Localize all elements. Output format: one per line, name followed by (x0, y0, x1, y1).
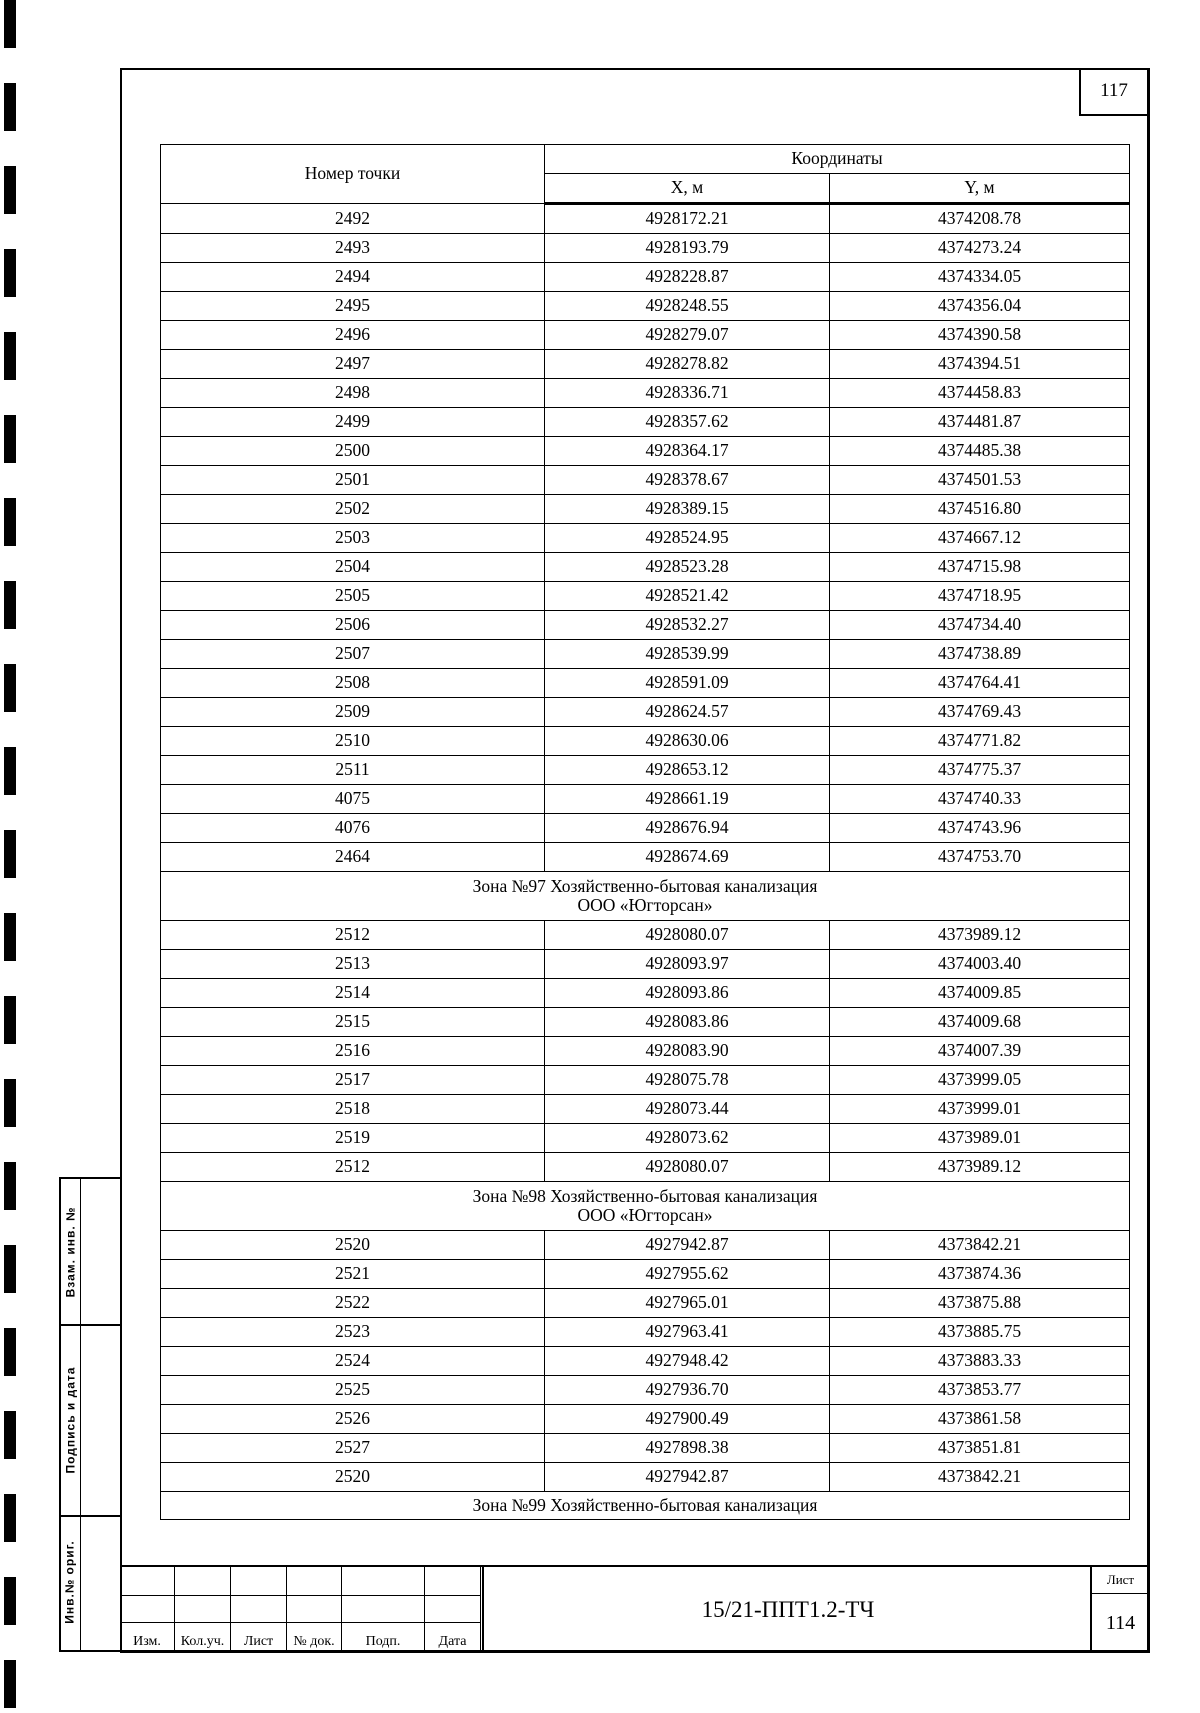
point-number: 2499 (161, 408, 545, 437)
signature-date-label: Подпись и дата (63, 1366, 78, 1473)
y-coordinate: 4374769.43 (830, 698, 1130, 727)
point-number: 2505 (161, 582, 545, 611)
title-block-cell (287, 1567, 342, 1596)
zone-name: Зона №99 Хозяйственно-бытовая канализация (472, 1494, 818, 1515)
table-row (161, 1153, 1130, 1182)
y-coordinate: 4373885.75 (830, 1318, 1130, 1347)
x-coordinate: 4928674.69 (545, 843, 830, 872)
x-coordinate: 4928093.97 (545, 950, 830, 979)
point-number: 4075 (161, 785, 545, 814)
point-number: 2520 (161, 1463, 545, 1492)
x-coordinate: 4927965.01 (545, 1289, 830, 1318)
table-row (161, 1405, 1130, 1434)
table-row (161, 785, 1130, 814)
table-row (161, 466, 1130, 495)
table-row (161, 950, 1130, 979)
y-coordinate: 4373874.36 (830, 1260, 1130, 1289)
table-row (161, 1260, 1130, 1289)
x-coordinate: 4928624.57 (545, 698, 830, 727)
point-number: 2496 (161, 321, 545, 350)
point-number: 2509 (161, 698, 545, 727)
y-coordinate: 4373989.12 (830, 921, 1130, 950)
table-row (161, 321, 1130, 350)
point-number: 2508 (161, 669, 545, 698)
point-number: 2510 (161, 727, 545, 756)
point-number: 2525 (161, 1376, 545, 1405)
y-coordinate: 4374516.80 (830, 495, 1130, 524)
table-row (161, 553, 1130, 582)
side-stamp (59, 1177, 121, 1652)
title-block-cell (425, 1596, 481, 1623)
table-row (161, 1124, 1130, 1153)
title-block-cell (425, 1567, 481, 1596)
y-coordinate: 4373999.05 (830, 1066, 1130, 1095)
y-coordinate: 4374356.04 (830, 292, 1130, 321)
x-coordinate: 4928278.82 (545, 350, 830, 379)
x-coordinate: 4928080.07 (545, 921, 830, 950)
title-block-column-label: Кол.уч. (175, 1623, 231, 1652)
table-body (161, 204, 1130, 1520)
table-row (161, 524, 1130, 553)
table-row (161, 727, 1130, 756)
y-coordinate: 4373861.58 (830, 1405, 1130, 1434)
point-number: 2506 (161, 611, 545, 640)
table-row (161, 263, 1130, 292)
title-block-cell (342, 1567, 425, 1596)
y-coordinate: 4374501.53 (830, 466, 1130, 495)
y-coordinate: 4374458.83 (830, 379, 1130, 408)
y-coordinate: 4373999.01 (830, 1095, 1130, 1124)
point-number: 2492 (161, 204, 545, 234)
point-number: 2527 (161, 1434, 545, 1463)
table-row (161, 1463, 1130, 1492)
table-row (161, 1095, 1130, 1124)
x-coordinate: 4928073.62 (545, 1124, 830, 1153)
y-coordinate: 4374007.39 (830, 1037, 1130, 1066)
x-coordinate: 4928524.95 (545, 524, 830, 553)
title-block-cell (175, 1596, 231, 1623)
coordinates-table (160, 144, 1130, 1520)
y-coordinate: 4373842.21 (830, 1463, 1130, 1492)
y-coordinate: 4373989.12 (830, 1153, 1130, 1182)
y-coordinate: 4373875.88 (830, 1289, 1130, 1318)
y-coordinate: 4374009.85 (830, 979, 1130, 1008)
table-row (161, 1066, 1130, 1095)
point-number: 2521 (161, 1260, 545, 1289)
x-coordinate: 4928193.79 (545, 234, 830, 263)
point-number: 2493 (161, 234, 545, 263)
table-row (161, 1434, 1130, 1463)
table-row (161, 1289, 1130, 1318)
table-row (161, 1347, 1130, 1376)
table-row (161, 292, 1130, 321)
point-number: 2523 (161, 1318, 545, 1347)
title-block-column-label: Лист (231, 1623, 287, 1652)
point-number: 2524 (161, 1347, 545, 1376)
y-coordinate: 4373851.81 (830, 1434, 1130, 1463)
zone-name: Зона №98 Хозяйственно-бытовая канализация (472, 1185, 818, 1206)
y-coordinate: 4374718.95 (830, 582, 1130, 611)
zone-organization: ООО «Югторсан» (577, 895, 713, 915)
point-number: 2511 (161, 756, 545, 785)
y-coordinate: 4374743.96 (830, 814, 1130, 843)
point-number: 2495 (161, 292, 545, 321)
point-number: 2500 (161, 437, 545, 466)
point-number: 2519 (161, 1124, 545, 1153)
x-coordinate: 4927955.62 (545, 1260, 830, 1289)
x-coordinate: 4928378.67 (545, 466, 830, 495)
point-number: 2512 (161, 1153, 545, 1182)
x-coordinate: 4928083.90 (545, 1037, 830, 1066)
point-number: 2512 (161, 921, 545, 950)
y-coordinate: 4374734.40 (830, 611, 1130, 640)
y-coordinate: 4374764.41 (830, 669, 1130, 698)
x-coordinate: 4928532.27 (545, 611, 830, 640)
y-coordinate: 4374740.33 (830, 785, 1130, 814)
y-coordinate: 4374753.70 (830, 843, 1130, 872)
x-coordinate: 4928630.06 (545, 727, 830, 756)
x-coordinate: 4928389.15 (545, 495, 830, 524)
zone-organization: ООО «Югторсан» (577, 1205, 713, 1225)
y-coordinate: 4374775.37 (830, 756, 1130, 785)
sheet-number: 114 (1105, 1612, 1136, 1634)
point-number: 4076 (161, 814, 545, 843)
point-number: 2520 (161, 1231, 545, 1260)
x-coordinate: 4928075.78 (545, 1066, 830, 1095)
point-number: 2464 (161, 843, 545, 872)
table-row (161, 234, 1130, 263)
x-coordinate: 4927942.87 (545, 1463, 830, 1492)
y-coordinate: 4373853.77 (830, 1376, 1130, 1405)
y-coordinate: 4374009.68 (830, 1008, 1130, 1037)
x-coordinate: 4928228.87 (545, 263, 830, 292)
page-number: 117 (1079, 68, 1147, 116)
zone-header-row (161, 872, 1130, 921)
x-coordinate: 4928093.86 (545, 979, 830, 1008)
table-row (161, 756, 1130, 785)
table-row (161, 1376, 1130, 1405)
x-coordinate: 4928661.19 (545, 785, 830, 814)
zone-header-row (161, 1182, 1130, 1231)
title-block-column-label: № док. (287, 1623, 342, 1652)
zone-name: Зона №97 Хозяйственно-бытовая канализация (472, 875, 818, 896)
y-coordinate: 4374390.58 (830, 321, 1130, 350)
x-coordinate: 4928083.86 (545, 1008, 830, 1037)
y-coordinate: 4373989.01 (830, 1124, 1130, 1153)
replace-inv-label: Взам. инв. № (63, 1206, 77, 1297)
title-block-cell (231, 1567, 287, 1596)
sheet-box (1090, 1567, 1149, 1652)
x-coordinate: 4928357.62 (545, 408, 830, 437)
table-row (161, 379, 1130, 408)
point-number: 2504 (161, 553, 545, 582)
y-coordinate: 4374003.40 (830, 950, 1130, 979)
x-coordinate: 4927936.70 (545, 1376, 830, 1405)
title-block-cell (287, 1596, 342, 1623)
y-coordinate: 4373883.33 (830, 1347, 1130, 1376)
title-block-column-label: Изм. (120, 1623, 175, 1652)
point-number: 2526 (161, 1405, 545, 1434)
point-number: 2507 (161, 640, 545, 669)
table-row (161, 204, 1130, 234)
point-number: 2497 (161, 350, 545, 379)
header-coordinates: Координаты (545, 145, 1130, 174)
y-coordinate: 4374485.38 (830, 437, 1130, 466)
x-coordinate: 4928172.21 (545, 204, 830, 234)
table-row (161, 979, 1130, 1008)
table-row (161, 495, 1130, 524)
y-coordinate: 4374771.82 (830, 727, 1130, 756)
point-number: 2503 (161, 524, 545, 553)
y-coordinate: 4374738.89 (830, 640, 1130, 669)
table-row (161, 1231, 1130, 1260)
title-block-cell (120, 1567, 175, 1596)
y-coordinate: 4374208.78 (830, 204, 1130, 234)
header-y: Y, м (830, 174, 1130, 204)
title-block-column-label: Дата (425, 1623, 481, 1652)
sheet-label: Лист (1092, 1567, 1149, 1594)
table-row (161, 669, 1130, 698)
x-coordinate: 4928591.09 (545, 669, 830, 698)
x-coordinate: 4928248.55 (545, 292, 830, 321)
table-row (161, 408, 1130, 437)
x-coordinate: 4927942.87 (545, 1231, 830, 1260)
point-number: 2501 (161, 466, 545, 495)
x-coordinate: 4928523.28 (545, 553, 830, 582)
point-number: 2514 (161, 979, 545, 1008)
x-coordinate: 4928080.07 (545, 1153, 830, 1182)
table-row (161, 814, 1130, 843)
point-number: 2518 (161, 1095, 545, 1124)
point-number: 2494 (161, 263, 545, 292)
x-coordinate: 4928073.44 (545, 1095, 830, 1124)
point-number: 2513 (161, 950, 545, 979)
point-number: 2516 (161, 1037, 545, 1066)
table-row (161, 698, 1130, 727)
y-coordinate: 4374481.87 (830, 408, 1130, 437)
y-coordinate: 4374273.24 (830, 234, 1130, 263)
y-coordinate: 4374715.98 (830, 553, 1130, 582)
document-code: 15/21-ППТ1.2-ТЧ (482, 1567, 1092, 1652)
x-coordinate: 4927963.41 (545, 1318, 830, 1347)
zone-title (161, 1182, 1130, 1231)
y-coordinate: 4374334.05 (830, 263, 1130, 292)
zone-header-row (161, 1492, 1130, 1520)
scan-edge-marks (4, 0, 16, 1713)
table-row (161, 921, 1130, 950)
x-coordinate: 4927898.38 (545, 1434, 830, 1463)
x-coordinate: 4928539.99 (545, 640, 830, 669)
point-number: 2515 (161, 1008, 545, 1037)
inv-orig-label: Инв.№ ориг. (63, 1539, 77, 1624)
table-row (161, 1037, 1130, 1066)
x-coordinate: 4928521.42 (545, 582, 830, 611)
table-row (161, 611, 1130, 640)
table-row (161, 1318, 1130, 1347)
table-row (161, 582, 1130, 611)
point-number: 2522 (161, 1289, 545, 1318)
point-number: 2498 (161, 379, 545, 408)
x-coordinate: 4928279.07 (545, 321, 830, 350)
table-row (161, 640, 1130, 669)
x-coordinate: 4927948.42 (545, 1347, 830, 1376)
x-coordinate: 4928676.94 (545, 814, 830, 843)
table-row (161, 1008, 1130, 1037)
y-coordinate: 4373842.21 (830, 1231, 1130, 1260)
x-coordinate: 4928364.17 (545, 437, 830, 466)
title-block-cell (175, 1567, 231, 1596)
zone-title (161, 872, 1130, 921)
header-x: X, м (545, 174, 830, 204)
point-number: 2502 (161, 495, 545, 524)
title-block-cell (342, 1596, 425, 1623)
header-point-number: Номер точки (161, 145, 545, 204)
table-row (161, 350, 1130, 379)
title-block-cell (231, 1596, 287, 1623)
point-number: 2517 (161, 1066, 545, 1095)
x-coordinate: 4927900.49 (545, 1405, 830, 1434)
table-row (161, 843, 1130, 872)
y-coordinate: 4374394.51 (830, 350, 1130, 379)
table-row (161, 437, 1130, 466)
title-block (120, 1565, 1147, 1652)
title-block-column-label: Подп. (342, 1623, 425, 1652)
y-coordinate: 4374667.12 (830, 524, 1130, 553)
x-coordinate: 4928336.71 (545, 379, 830, 408)
title-block-cell (120, 1596, 175, 1623)
x-coordinate: 4928653.12 (545, 756, 830, 785)
zone-title (161, 1492, 1130, 1520)
